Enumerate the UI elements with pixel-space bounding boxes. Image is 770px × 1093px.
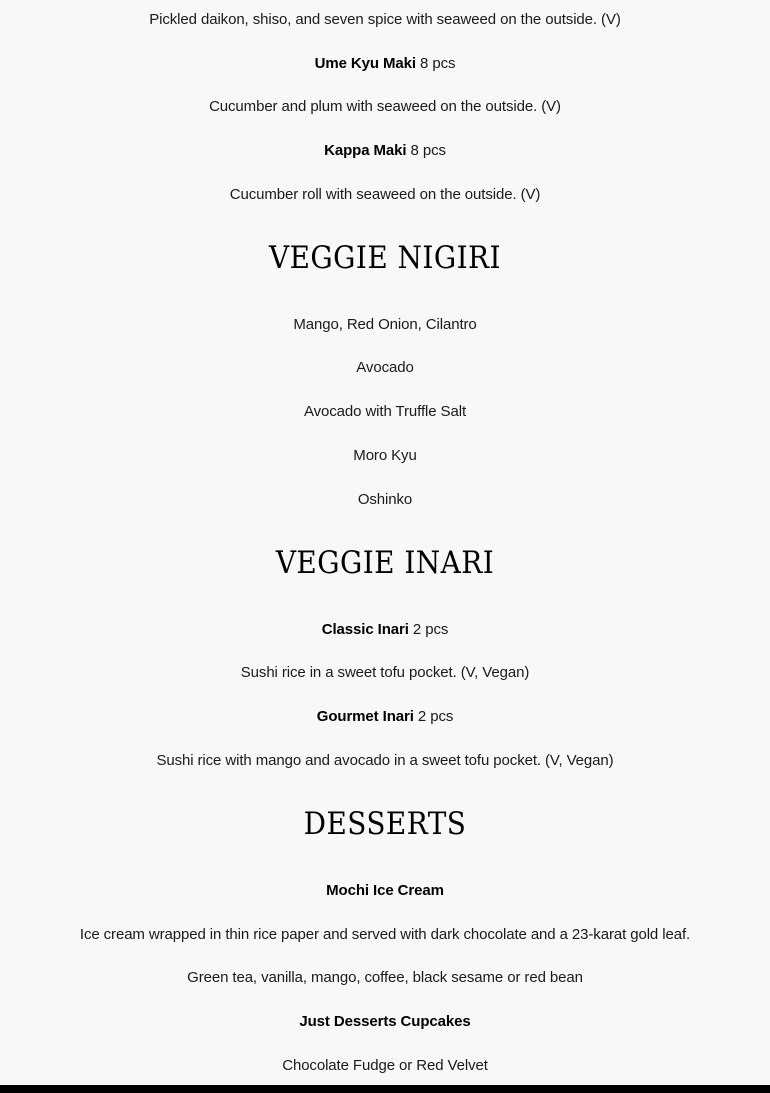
section-heading-veggie-nigiri: VEGGIE NIGIRI — [269, 240, 501, 276]
menu-item: Avocado — [356, 359, 414, 376]
item-description: Cucumber and plum with seaweed on the outside. (V) — [209, 98, 561, 115]
section-heading-desserts: DESSERTS — [303, 806, 467, 842]
item-name: Kappa Maki — [324, 142, 407, 159]
item-description: Pickled daikon, shiso, and seven spice with seaweed on the outside. (V) — [149, 11, 621, 28]
section-heading-veggie-inari: VEGGIE INARI — [275, 545, 495, 581]
menu-item — [0, 54, 770, 74]
item-description: Sushi rice in a sweet tofu pocket. (V, Vegan) — [240, 664, 530, 681]
item-name: Just Desserts Cupcakes — [299, 1013, 471, 1030]
menu-item: Avocado with Truffle Salt — [303, 403, 467, 420]
item-quantity: 2 pcs — [417, 708, 454, 725]
item-description: Sushi rice with mango and avocado in a sweet tofu pocket. (V, Vegan) — [156, 752, 614, 769]
menu-item — [0, 141, 770, 161]
item-quantity: 2 pcs — [412, 621, 449, 638]
item-name: Mochi Ice Cream — [326, 882, 444, 899]
menu-item: Oshinko — [357, 491, 413, 508]
item-quantity: 8 pcs — [420, 55, 456, 72]
menu-item — [0, 620, 770, 640]
menu-item: Mango, Red Onion, Cilantro — [293, 316, 477, 333]
item-name: Gourmet Inari — [316, 708, 414, 725]
item-quantity: 8 pcs — [410, 142, 446, 159]
menu-item — [0, 881, 770, 901]
item-description: Green tea, vanilla, mango, coffee, black sesame or red bean — [187, 969, 583, 986]
item-name: Ume Kyu Maki — [314, 55, 416, 72]
menu-item — [0, 707, 770, 727]
item-description: Cucumber roll with seaweed on the outside. (V) — [229, 186, 541, 203]
bottom-bar — [0, 1085, 770, 1093]
item-description: Chocolate Fudge or Red Velvet — [282, 1057, 488, 1074]
item-name: Classic Inari — [321, 621, 409, 638]
item-description: Ice cream wrapped in thin rice paper and served with dark chocolate and a 23-karat gold leaf. — [79, 926, 691, 943]
menu-item — [0, 1012, 770, 1032]
menu-item: Moro Kyu — [353, 447, 417, 464]
